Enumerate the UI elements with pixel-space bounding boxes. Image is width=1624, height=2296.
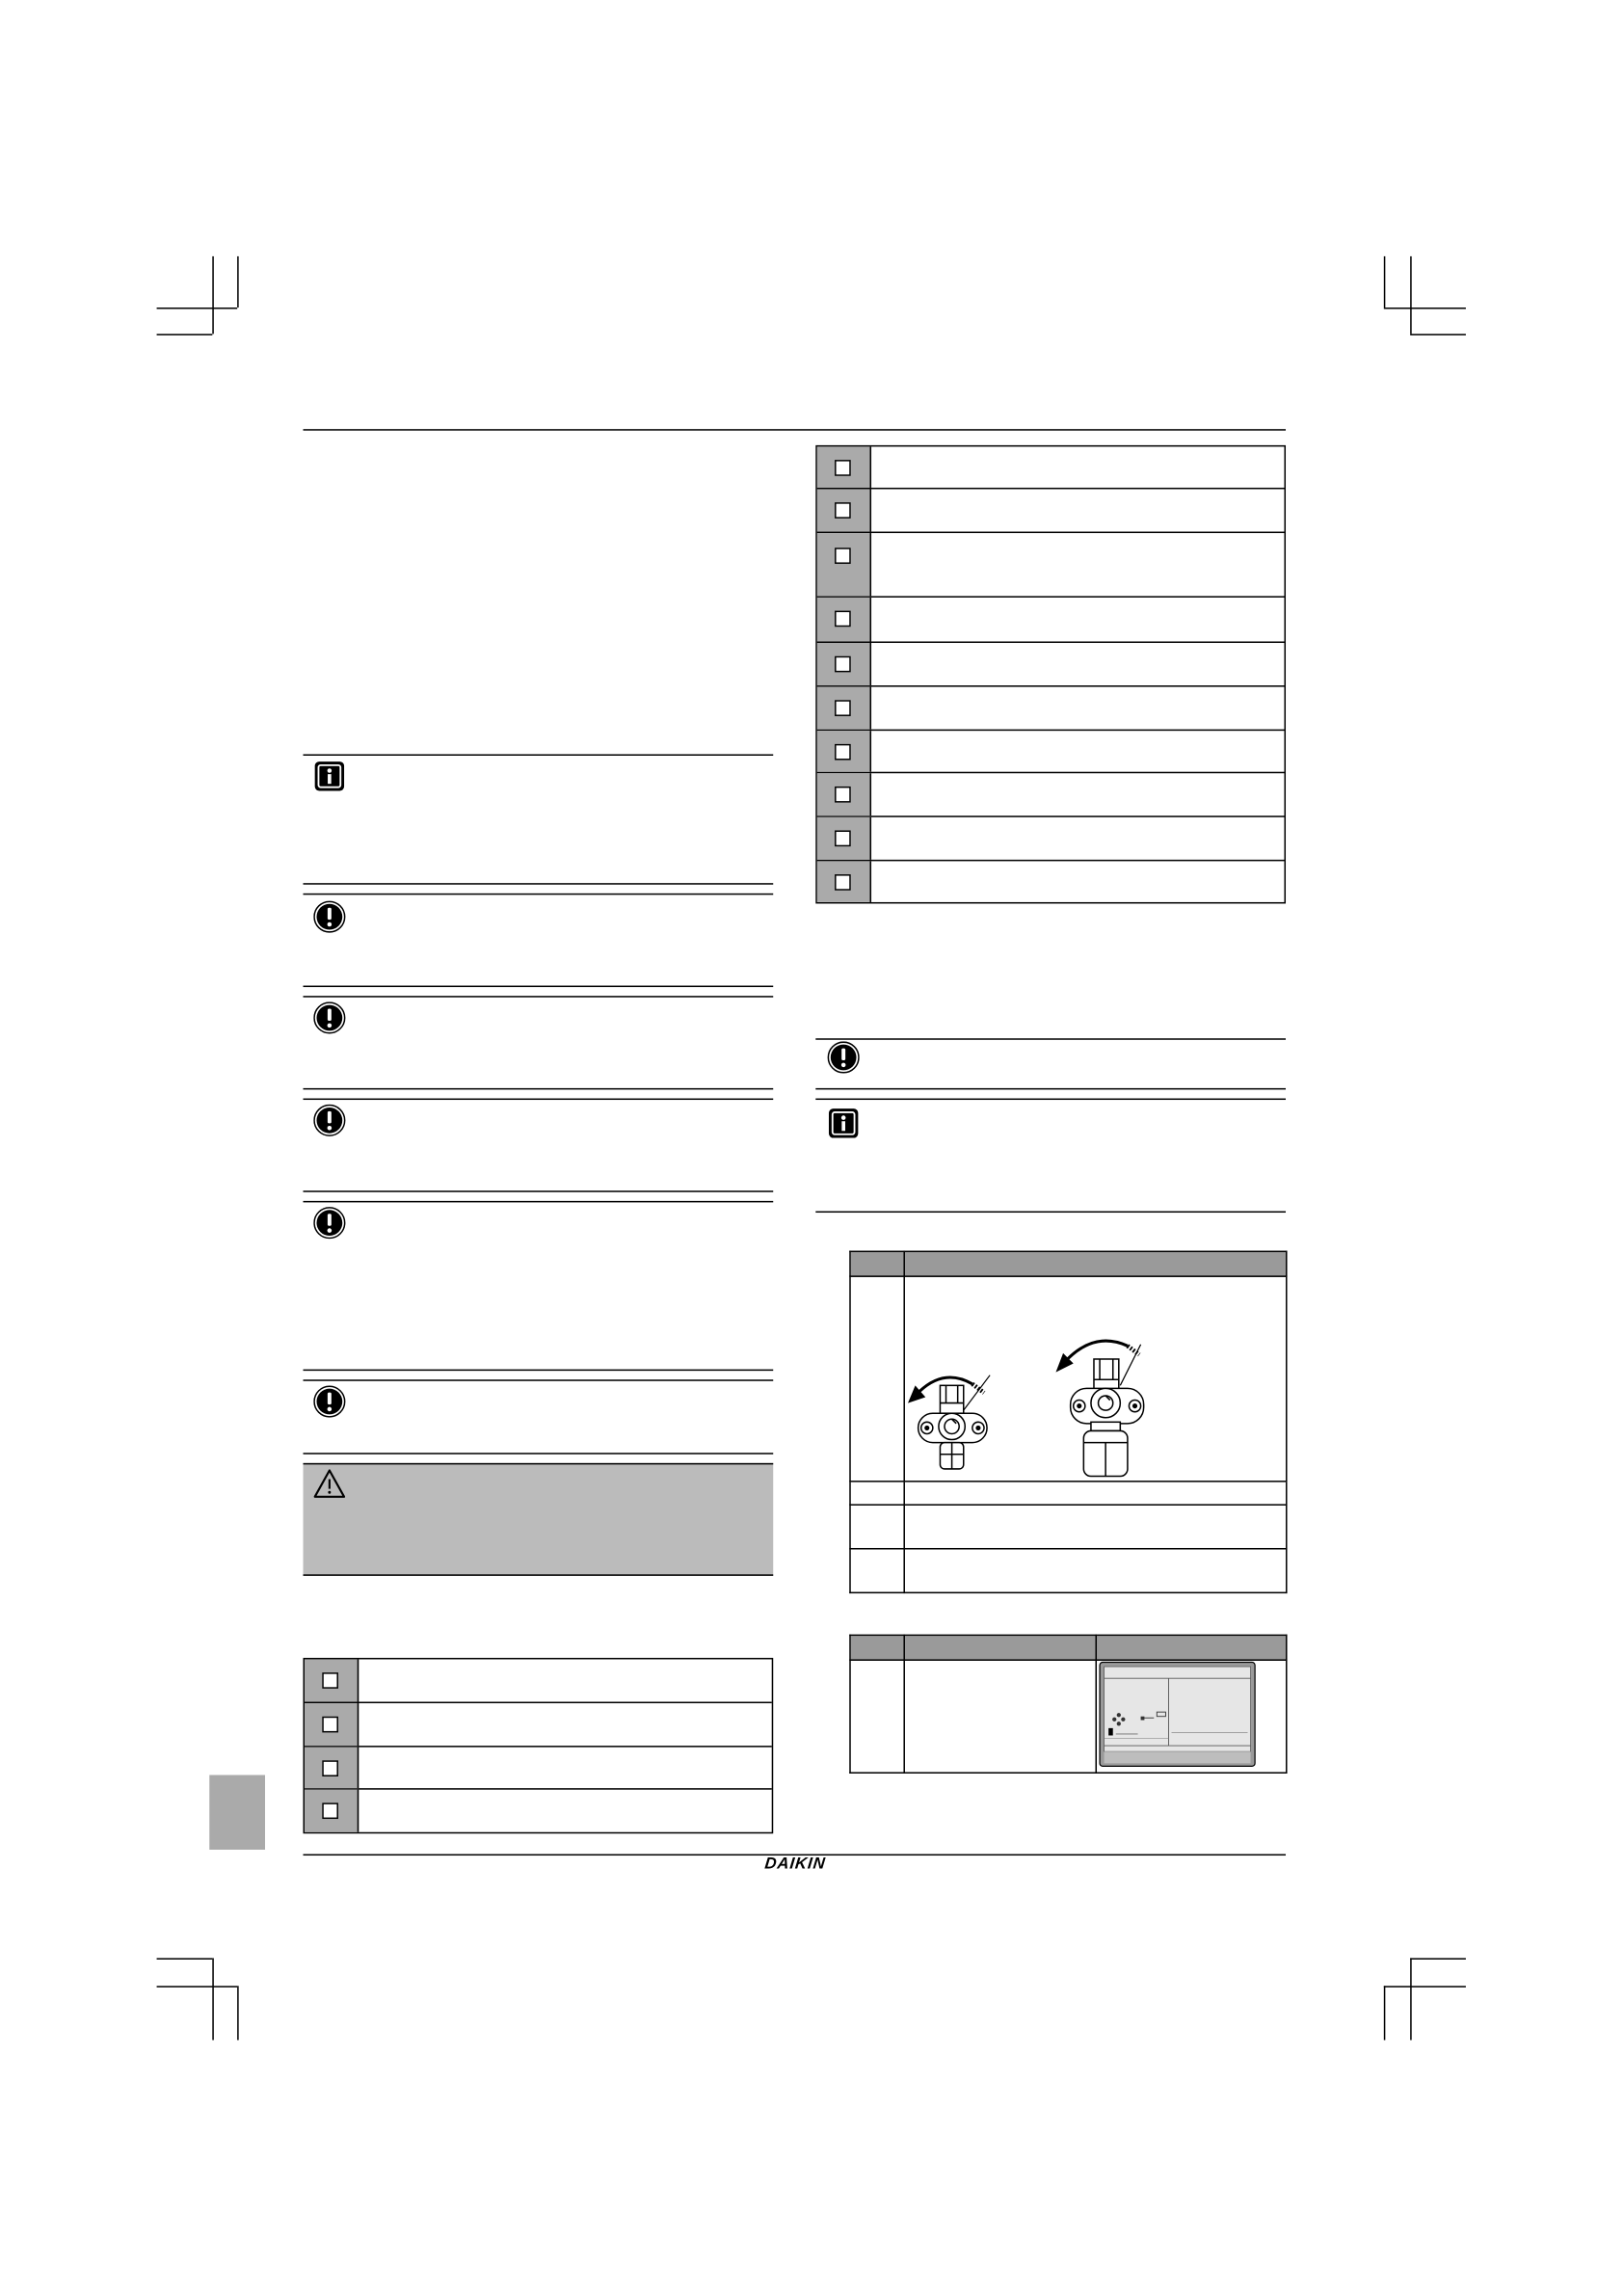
checklist-item-text [359,1790,771,1832]
checklist-row [817,685,1285,730]
checklist-row [817,641,1285,685]
checklist-row [817,596,1285,641]
important-notice [304,1099,774,1192]
checklist-item-text [871,731,1284,772]
important-icon [313,1207,345,1239]
table-cell [850,1276,904,1482]
table-header-cell [904,1251,1287,1276]
checklist-row [817,815,1285,860]
checklist-mark-cell [817,533,871,596]
table-header-row [850,1635,1287,1660]
checklist-row [817,532,1285,597]
table-row [850,1549,1287,1593]
checklist-item-text [359,1747,771,1789]
header-rule [304,429,1287,431]
checkbox-icon [835,611,851,627]
checklist-left [304,1658,774,1833]
checklist-mark-cell [817,598,871,642]
checklist-mark-cell [817,773,871,815]
checklist-item-text [359,1659,771,1701]
important-notice [304,996,774,1089]
checkbox-icon [835,700,851,716]
checklist-item-text [871,861,1284,902]
checklist-item-text [871,446,1284,488]
important-icon [313,1105,345,1136]
important-icon [313,1001,345,1033]
checklist-row [817,730,1285,772]
checklist-item-text [871,817,1284,860]
info-notice [815,1099,1286,1214]
checklist-item-text [871,643,1284,685]
checklist-mark-cell [817,643,871,685]
checklist-mark-cell [817,489,871,531]
table-header-cell [850,1251,904,1276]
table-cell [850,1549,904,1593]
table-cell [850,1482,904,1505]
checklist-mark-cell [817,861,871,902]
table-cell [850,1505,904,1549]
checklist-right [815,445,1286,904]
warning-icon [313,1467,345,1499]
checkbox-icon [835,547,851,564]
small-stop-valve [918,1385,987,1469]
checkbox-icon [835,830,851,846]
checklist-item-text [871,773,1284,815]
important-notice [304,1379,774,1454]
table-cell [904,1549,1287,1593]
chapter-tab [209,1775,265,1849]
info-icon [313,761,345,792]
brand-logo: DAIKIN [763,1855,827,1874]
checklist-item-text [871,687,1284,730]
table-header-cell [1096,1635,1287,1660]
important-icon [827,1041,859,1073]
table-cell [904,1482,1287,1505]
table-header-cell [850,1635,904,1660]
table-cell [850,1660,904,1773]
checklist-mark-cell [817,446,871,488]
level-icon [1108,1728,1113,1736]
indicator-icon [1141,1717,1145,1721]
table-header-row [850,1251,1287,1276]
checklist-row [305,1659,772,1701]
info-notice [304,754,774,884]
checklist-item-text [359,1703,771,1746]
warning-notice [304,1463,774,1576]
checklist-row [817,488,1285,532]
checklist-row [817,446,1285,488]
checkbox-icon [322,1803,338,1820]
checkbox-icon [835,502,851,519]
important-notice [304,1201,774,1371]
info-icon [827,1108,859,1139]
important-icon [313,1385,345,1417]
remote-controller-illustration [1099,1661,1259,1769]
checklist-row [305,1701,772,1745]
checklist-item-text [871,489,1284,531]
important-notice [815,1038,1286,1089]
checkbox-icon [835,656,851,673]
table-cell [904,1505,1287,1549]
checklist-mark-cell [817,817,871,860]
important-notice [304,894,774,987]
table-row [850,1482,1287,1505]
checklist-mark-cell [305,1747,359,1789]
important-icon [313,900,345,932]
checklist-mark-cell [305,1790,359,1832]
checkbox-icon [322,1760,338,1776]
checklist-row [817,772,1285,816]
table-row [850,1505,1287,1549]
checklist-row [305,1789,772,1832]
checklist-mark-cell [817,687,871,730]
checklist-row [817,860,1285,902]
checklist-item-text [871,533,1284,596]
checkbox-icon [835,744,851,761]
checklist-mark-cell [305,1703,359,1746]
large-stop-valve [1071,1359,1144,1477]
checkbox-icon [322,1716,338,1732]
checklist-item-text [871,598,1284,642]
checklist-mark-cell [817,731,871,772]
table-header-cell [904,1635,1096,1660]
checklist-row [305,1745,772,1788]
table-cell [904,1660,1096,1773]
checklist-mark-cell [305,1659,359,1701]
checkbox-icon [835,460,851,476]
checkbox-icon [322,1672,338,1689]
stop-valve-illustration [900,1325,1163,1481]
checkbox-icon [835,787,851,803]
checkbox-icon [835,874,851,891]
